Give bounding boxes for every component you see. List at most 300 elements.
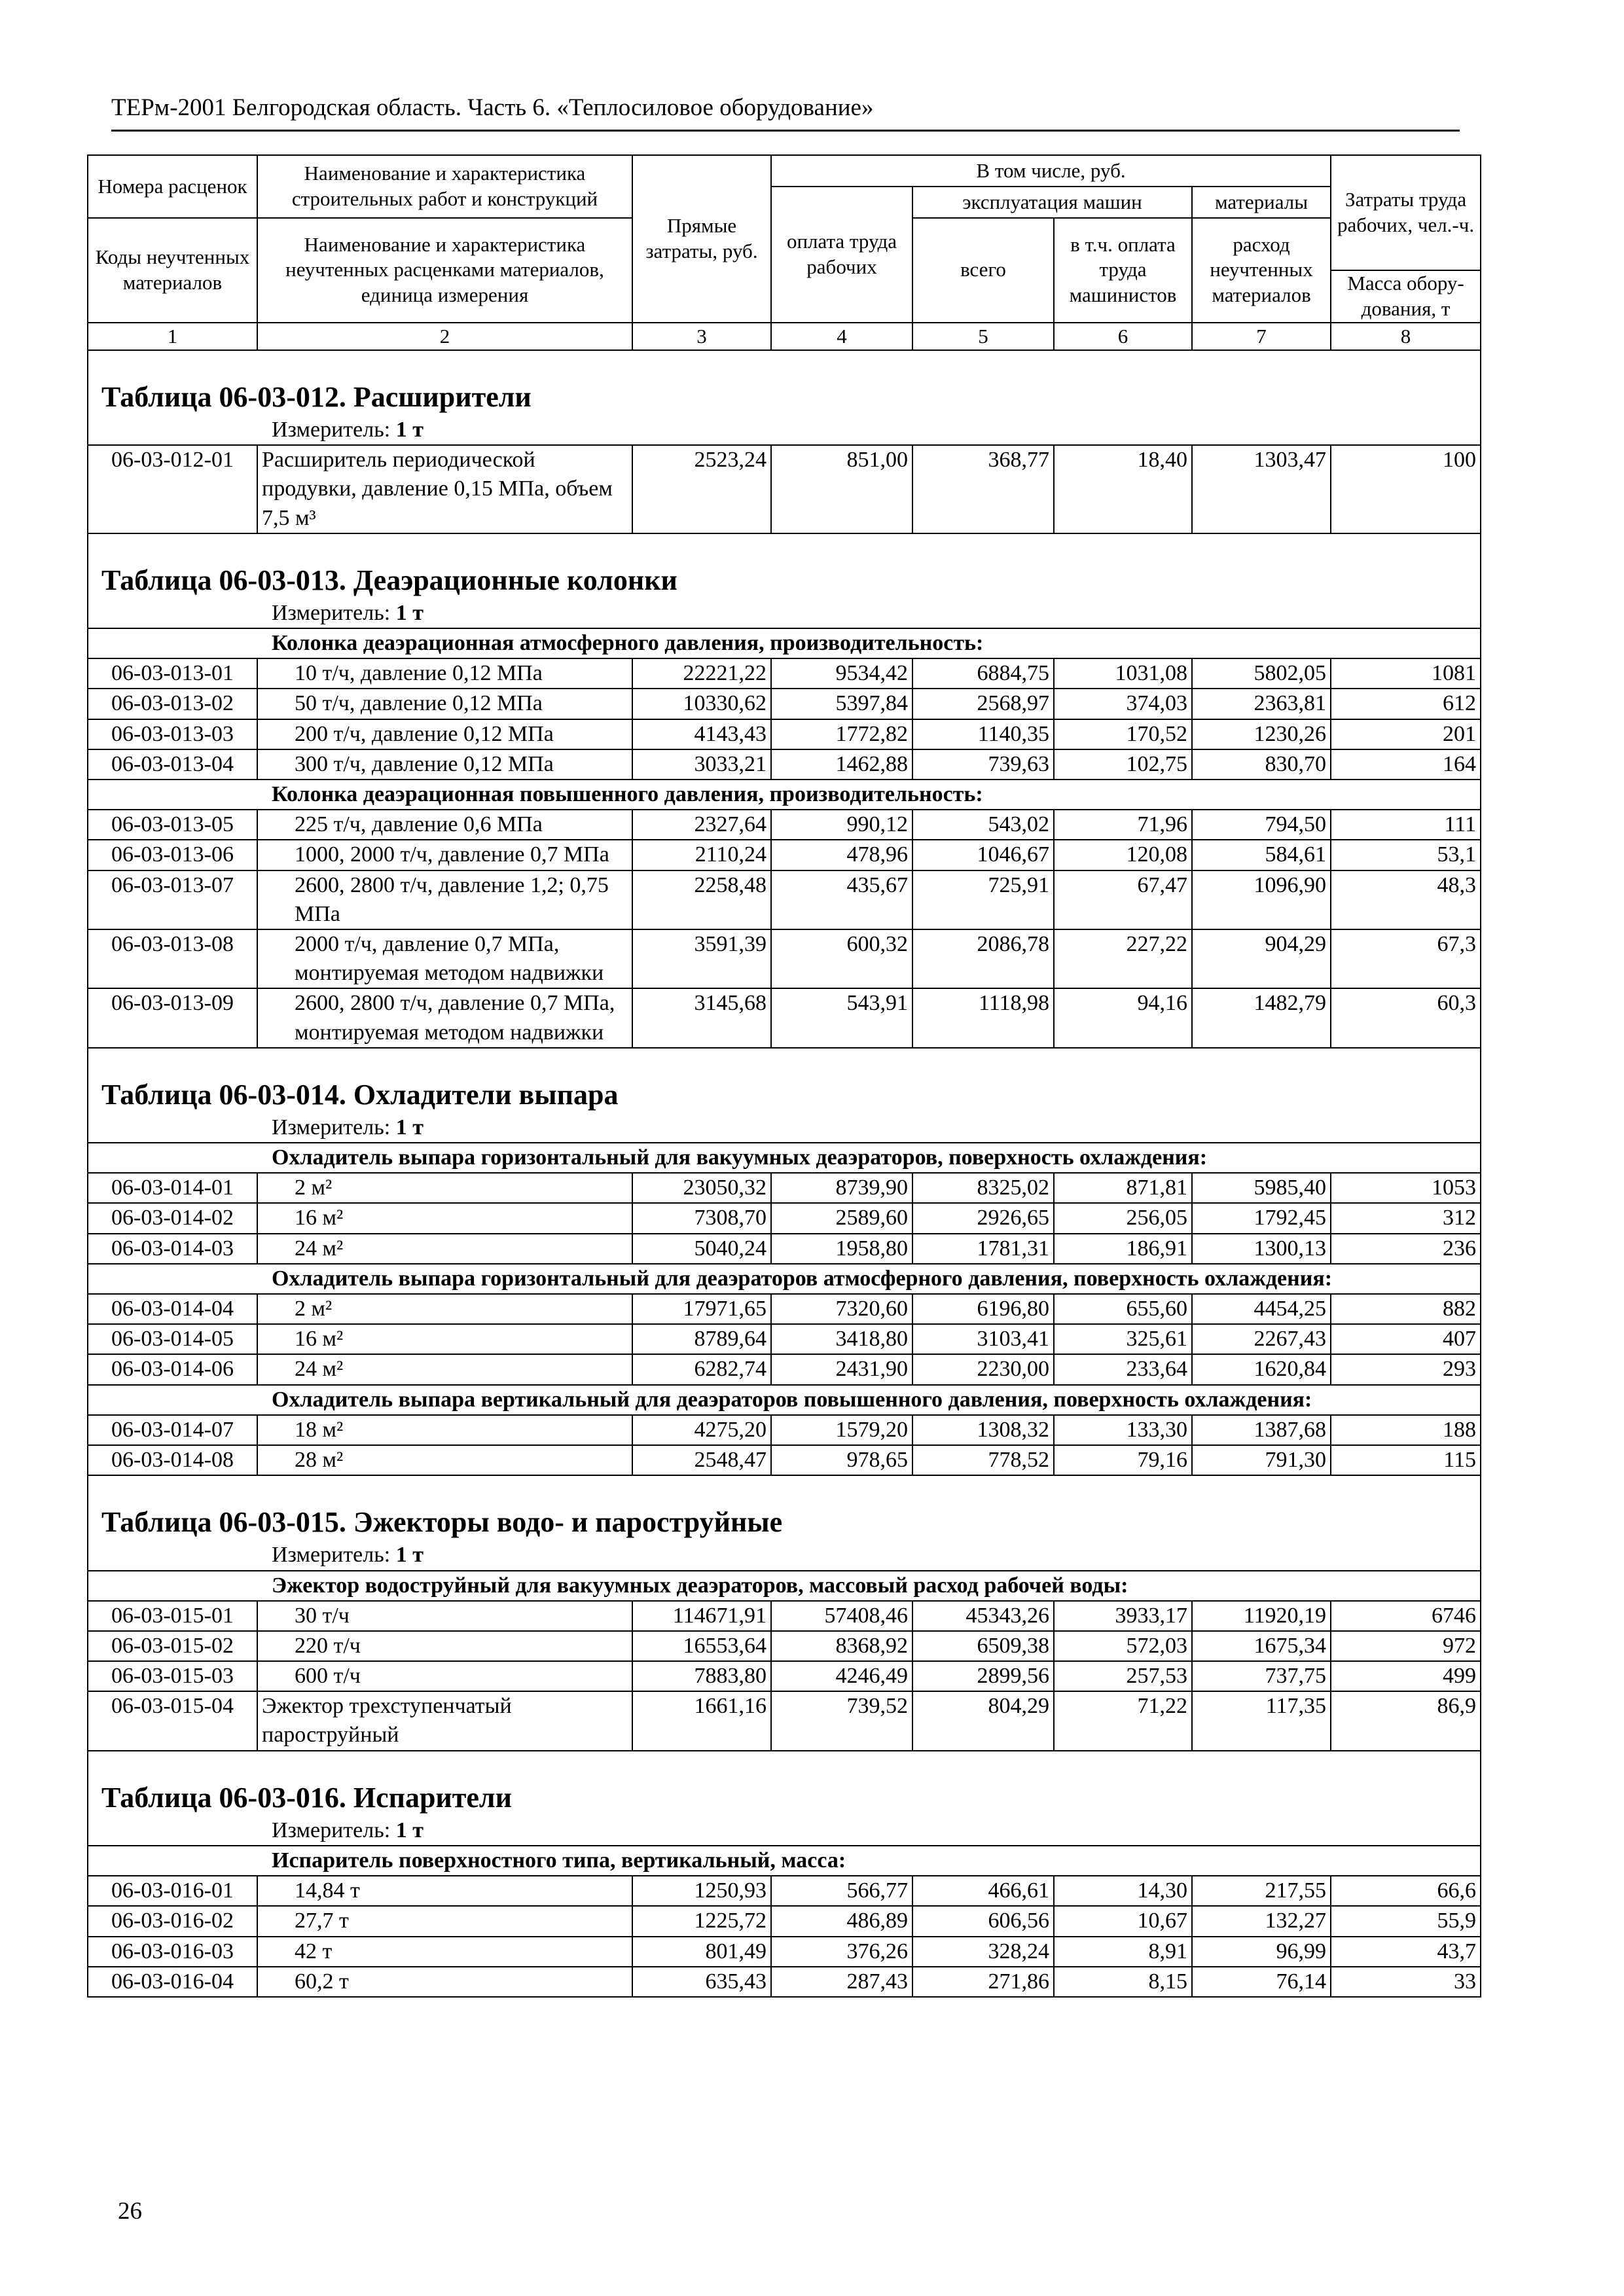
value-c3: 4143,43 — [632, 719, 771, 749]
value-c6: 71,22 — [1054, 1691, 1192, 1750]
col1-top-header: Номера расценок — [88, 155, 257, 218]
value-c5: 2926,65 — [912, 1203, 1054, 1233]
measure-row — [88, 599, 1481, 628]
value-c5: 804,29 — [912, 1691, 1054, 1750]
table-row — [88, 689, 1481, 719]
section-title-row — [88, 1496, 1481, 1541]
col4-header: оплата труда рабочих — [771, 187, 912, 323]
value-c3: 3591,39 — [632, 929, 771, 988]
col6-header: в т.ч. оплата труда машинистов — [1054, 218, 1192, 323]
value-c4: 1462,88 — [771, 749, 912, 780]
value-c5: 45343,26 — [912, 1601, 1054, 1631]
rate-name: 27,7 т — [257, 1906, 632, 1936]
col-number: 6 — [1054, 323, 1192, 350]
value-c3: 7308,70 — [632, 1203, 771, 1233]
page-number: 26 — [118, 2198, 142, 2225]
rate-name: 50 т/ч, давление 0,12 МПа — [257, 689, 632, 719]
value-c7: 1792,45 — [1192, 1203, 1331, 1233]
value-c4: 486,89 — [771, 1906, 912, 1936]
col-number: 5 — [912, 323, 1054, 350]
measure-label: Измеритель: — [272, 417, 391, 442]
rate-name: 220 т/ч — [257, 1631, 632, 1661]
value-c8: 111 — [1331, 810, 1481, 840]
value-c3: 22221,22 — [632, 658, 771, 689]
value-c5: 2086,78 — [912, 929, 1054, 988]
value-c6: 14,30 — [1054, 1876, 1192, 1906]
measure-value: 1 т — [395, 1543, 424, 1568]
header-rule — [111, 130, 1460, 132]
value-c6: 572,03 — [1054, 1631, 1192, 1661]
value-c3: 2548,47 — [632, 1445, 771, 1475]
rate-name: 600 т/ч — [257, 1661, 632, 1691]
rate-code: 06-03-014-04 — [88, 1294, 257, 1324]
value-c8: 67,3 — [1331, 929, 1481, 988]
value-c4: 600,32 — [771, 929, 912, 988]
rate-name: 2 м² — [257, 1173, 632, 1203]
table-row — [88, 1967, 1481, 1997]
spacer-cell — [88, 1751, 1481, 1771]
table-row — [88, 929, 1481, 988]
subgroup-heading: Эжектор водоструйный для вакуумных деаэраторов, массовый расход рабочей воды: — [88, 1571, 1481, 1601]
value-c7: 904,29 — [1192, 929, 1331, 988]
subgroup-heading-row — [88, 1264, 1481, 1294]
value-c8: 1081 — [1331, 658, 1481, 689]
value-c6: 120,08 — [1054, 840, 1192, 870]
measure-cell — [88, 1541, 1481, 1570]
value-c6: 8,91 — [1054, 1937, 1192, 1967]
section-title-row — [88, 370, 1481, 416]
rate-name: 42 т — [257, 1937, 632, 1967]
value-c3: 114671,91 — [632, 1601, 771, 1631]
rate-name: 60,2 т — [257, 1967, 632, 1997]
measure-row — [88, 416, 1481, 445]
col8-bottom-header: Масса обору-дования, т — [1331, 270, 1481, 323]
value-c7: 11920,19 — [1192, 1601, 1331, 1631]
page-header: ТЕРм-2001 Белгородская область. Часть 6. «Теплосиловое оборудование» — [111, 94, 874, 121]
section-title: Таблица 06-03-015. Эжекторы водо- и пароструйные — [88, 1496, 1481, 1541]
measure-row — [88, 1541, 1481, 1570]
col2-bottom-header: Наименование и характеристика неучтенных расценками материалов, единица измерения — [257, 218, 632, 323]
subgroup-heading: Охладитель выпара вертикальный для деаэраторов повышенного давления, поверхность охлаждения: — [88, 1385, 1481, 1415]
value-c4: 376,26 — [771, 1937, 912, 1967]
value-c5: 1781,31 — [912, 1234, 1054, 1264]
rate-code: 06-03-013-01 — [88, 658, 257, 689]
value-c6: 10,67 — [1054, 1906, 1192, 1936]
rate-name: 225 т/ч, давление 0,6 МПа — [257, 810, 632, 840]
value-c8: 1053 — [1331, 1173, 1481, 1203]
value-c3: 3033,21 — [632, 749, 771, 780]
rate-code: 06-03-016-02 — [88, 1906, 257, 1936]
value-c3: 2327,64 — [632, 810, 771, 840]
value-c4: 478,96 — [771, 840, 912, 870]
value-c5: 1308,32 — [912, 1415, 1054, 1445]
rate-code: 06-03-013-03 — [88, 719, 257, 749]
rate-name: 2000 т/ч, давление 0,7 МПа, монтируемая методом надвижки — [257, 929, 632, 988]
rate-code: 06-03-013-02 — [88, 689, 257, 719]
spacer-cell — [88, 533, 1481, 554]
value-c7: 830,70 — [1192, 749, 1331, 780]
col-number: 4 — [771, 323, 912, 350]
value-c5: 6509,38 — [912, 1631, 1054, 1661]
section-title: Таблица 06-03-013. Деаэрационные колонки — [88, 554, 1481, 599]
value-c6: 1031,08 — [1054, 658, 1192, 689]
value-c7: 2363,81 — [1192, 689, 1331, 719]
measure-cell — [88, 416, 1481, 445]
value-c3: 1225,72 — [632, 1906, 771, 1936]
value-c6: 374,03 — [1054, 689, 1192, 719]
value-c3: 10330,62 — [632, 689, 771, 719]
value-c4: 1579,20 — [771, 1415, 912, 1445]
rate-code: 06-03-016-04 — [88, 1967, 257, 1997]
measure-cell — [88, 1816, 1481, 1846]
value-c7: 1675,34 — [1192, 1631, 1331, 1661]
value-c8: 312 — [1331, 1203, 1481, 1233]
rates-table — [87, 154, 1481, 1998]
table-row — [88, 1354, 1481, 1384]
value-c6: 233,64 — [1054, 1354, 1192, 1384]
table-spacer-row — [88, 350, 1481, 370]
value-c8: 612 — [1331, 689, 1481, 719]
value-c5: 1118,98 — [912, 988, 1054, 1047]
subgroup-heading-row — [88, 1143, 1481, 1173]
measure-label: Измеритель: — [272, 1115, 391, 1139]
table-row — [88, 840, 1481, 870]
subgroup-heading-row — [88, 1846, 1481, 1876]
value-c7: 4454,25 — [1192, 1294, 1331, 1324]
rate-name: 1000, 2000 т/ч, давление 0,7 МПа — [257, 840, 632, 870]
value-c8: 882 — [1331, 1294, 1481, 1324]
value-c8: 66,6 — [1331, 1876, 1481, 1906]
table-row — [88, 988, 1481, 1047]
col8-top-header: Затраты труда рабочих, чел.-ч. — [1331, 155, 1481, 270]
table-row — [88, 1203, 1481, 1233]
value-c4: 7320,60 — [771, 1294, 912, 1324]
value-c3: 4275,20 — [632, 1415, 771, 1445]
value-c7: 1620,84 — [1192, 1354, 1331, 1384]
group-header: В том числе, руб. — [771, 155, 1331, 187]
rate-code: 06-03-014-08 — [88, 1445, 257, 1475]
value-c8: 188 — [1331, 1415, 1481, 1445]
value-c7: 1096,90 — [1192, 870, 1331, 929]
value-c5: 739,63 — [912, 749, 1054, 780]
col-number: 2 — [257, 323, 632, 350]
spacer-cell — [88, 1048, 1481, 1068]
value-c5: 2568,97 — [912, 689, 1054, 719]
subgroup-heading: Охладитель выпара горизонтальный для вакуумных деаэраторов, поверхность охлаждения: — [88, 1143, 1481, 1173]
value-c3: 17971,65 — [632, 1294, 771, 1324]
value-c4: 1772,82 — [771, 719, 912, 749]
value-c4: 566,77 — [771, 1876, 912, 1906]
table-row — [88, 1445, 1481, 1475]
value-c6: 102,75 — [1054, 749, 1192, 780]
rate-name: 24 м² — [257, 1234, 632, 1264]
table-row — [88, 870, 1481, 929]
value-c5: 543,02 — [912, 810, 1054, 840]
col5-header: всего — [912, 218, 1054, 323]
table-row — [88, 1415, 1481, 1445]
measure-cell — [88, 599, 1481, 628]
rate-name: 16 м² — [257, 1203, 632, 1233]
column-numbers-row — [88, 323, 1481, 350]
value-c7: 794,50 — [1192, 810, 1331, 840]
value-c3: 7883,80 — [632, 1661, 771, 1691]
table-row — [88, 1631, 1481, 1661]
subgroup-heading: Испаритель поверхностного типа, вертикальный, масса: — [88, 1846, 1481, 1876]
value-c5: 778,52 — [912, 1445, 1054, 1475]
value-c7: 76,14 — [1192, 1967, 1331, 1997]
rate-code: 06-03-014-07 — [88, 1415, 257, 1445]
value-c3: 801,49 — [632, 1937, 771, 1967]
value-c6: 67,47 — [1054, 870, 1192, 929]
value-c8: 499 — [1331, 1661, 1481, 1691]
rate-code: 06-03-014-01 — [88, 1173, 257, 1203]
rate-code: 06-03-015-01 — [88, 1601, 257, 1631]
subgroup-heading-row — [88, 780, 1481, 810]
value-c5: 8325,02 — [912, 1173, 1054, 1203]
value-c7: 1230,26 — [1192, 719, 1331, 749]
value-c4: 57408,46 — [771, 1601, 912, 1631]
value-c4: 9534,42 — [771, 658, 912, 689]
value-c3: 1661,16 — [632, 1691, 771, 1750]
value-c7: 1387,68 — [1192, 1415, 1331, 1445]
value-c4: 4246,49 — [771, 1661, 912, 1691]
table-row — [88, 1294, 1481, 1324]
rate-name: 30 т/ч — [257, 1601, 632, 1631]
value-c7: 1303,47 — [1192, 445, 1331, 533]
rate-code: 06-03-013-04 — [88, 749, 257, 780]
section-title: Таблица 06-03-016. Испарители — [88, 1771, 1481, 1816]
measure-label: Измеритель: — [272, 1543, 391, 1568]
value-c6: 170,52 — [1054, 719, 1192, 749]
value-c6: 133,30 — [1054, 1415, 1192, 1445]
rate-code: 06-03-013-05 — [88, 810, 257, 840]
value-c6: 256,05 — [1054, 1203, 1192, 1233]
measure-row — [88, 1816, 1481, 1846]
value-c3: 6282,74 — [632, 1354, 771, 1384]
table-row — [88, 749, 1481, 780]
value-c8: 6746 — [1331, 1601, 1481, 1631]
value-c8: 53,1 — [1331, 840, 1481, 870]
measure-value: 1 т — [395, 1818, 424, 1842]
value-c8: 236 — [1331, 1234, 1481, 1264]
measure-label: Измеритель: — [272, 600, 391, 625]
rate-code: 06-03-015-04 — [88, 1691, 257, 1750]
value-c7: 117,35 — [1192, 1691, 1331, 1750]
value-c3: 635,43 — [632, 1967, 771, 1997]
subgroup-heading-row — [88, 1571, 1481, 1601]
value-c4: 1958,80 — [771, 1234, 912, 1264]
col-number: 3 — [632, 323, 771, 350]
value-c6: 3933,17 — [1054, 1601, 1192, 1631]
value-c6: 71,96 — [1054, 810, 1192, 840]
rate-code: 06-03-013-06 — [88, 840, 257, 870]
value-c7: 5802,05 — [1192, 658, 1331, 689]
value-c3: 8789,64 — [632, 1324, 771, 1354]
value-c5: 271,86 — [912, 1967, 1054, 1997]
measure-cell — [88, 1113, 1481, 1143]
value-c4: 287,43 — [771, 1967, 912, 1997]
rate-code: 06-03-013-09 — [88, 988, 257, 1047]
value-c8: 293 — [1331, 1354, 1481, 1384]
section-title-row — [88, 554, 1481, 599]
rate-name: 300 т/ч, давление 0,12 МПа — [257, 749, 632, 780]
measure-value: 1 т — [395, 600, 424, 625]
value-c3: 5040,24 — [632, 1234, 771, 1264]
measure-value: 1 т — [395, 417, 424, 442]
value-c4: 990,12 — [771, 810, 912, 840]
value-c6: 257,53 — [1054, 1661, 1192, 1691]
value-c6: 8,15 — [1054, 1967, 1192, 1997]
value-c8: 60,3 — [1331, 988, 1481, 1047]
value-c5: 606,56 — [912, 1906, 1054, 1936]
rate-name: 28 м² — [257, 1445, 632, 1475]
table-row — [88, 445, 1481, 533]
value-c7: 584,61 — [1192, 840, 1331, 870]
value-c5: 6884,75 — [912, 658, 1054, 689]
value-c7: 96,99 — [1192, 1937, 1331, 1967]
value-c7: 132,27 — [1192, 1906, 1331, 1936]
value-c8: 100 — [1331, 445, 1481, 533]
table-spacer-row — [88, 1751, 1481, 1771]
value-c8: 86,9 — [1331, 1691, 1481, 1750]
rate-code: 06-03-014-02 — [88, 1203, 257, 1233]
value-c5: 466,61 — [912, 1876, 1054, 1906]
rate-name: 2 м² — [257, 1294, 632, 1324]
value-c5: 6196,80 — [912, 1294, 1054, 1324]
col1-bottom-header: Коды неучтенных материалов — [88, 218, 257, 323]
value-c6: 94,16 — [1054, 988, 1192, 1047]
rate-name: 16 м² — [257, 1324, 632, 1354]
rate-code: 06-03-013-08 — [88, 929, 257, 988]
col-number: 8 — [1331, 323, 1481, 350]
value-c5: 368,77 — [912, 445, 1054, 533]
value-c3: 2258,48 — [632, 870, 771, 929]
value-c6: 871,81 — [1054, 1173, 1192, 1203]
section-title: Таблица 06-03-014. Охладители выпара — [88, 1068, 1481, 1113]
rate-name: 200 т/ч, давление 0,12 МПа — [257, 719, 632, 749]
value-c4: 435,67 — [771, 870, 912, 929]
value-c6: 655,60 — [1054, 1294, 1192, 1324]
rate-code: 06-03-014-05 — [88, 1324, 257, 1354]
value-c4: 2431,90 — [771, 1354, 912, 1384]
rate-name: 10 т/ч, давление 0,12 МПа — [257, 658, 632, 689]
machines-header: эксплуатация машин — [912, 187, 1192, 218]
value-c5: 2230,00 — [912, 1354, 1054, 1384]
subgroup-heading-row — [88, 1385, 1481, 1415]
value-c8: 115 — [1331, 1445, 1481, 1475]
subgroup-heading: Колонка деаэрационная атмосферного давления, производительность: — [88, 628, 1481, 658]
rate-code: 06-03-013-07 — [88, 870, 257, 929]
rate-name: 2600, 2800 т/ч, давление 0,7 МПа, монтируемая методом надвижки — [257, 988, 632, 1047]
subgroup-heading: Колонка деаэрационная повышенного давления, производительность: — [88, 780, 1481, 810]
measure-label: Измеритель: — [272, 1818, 391, 1842]
table-spacer-row — [88, 1048, 1481, 1068]
value-c7: 5985,40 — [1192, 1173, 1331, 1203]
rate-code: 06-03-015-02 — [88, 1631, 257, 1661]
value-c4: 739,52 — [771, 1691, 912, 1750]
measure-value: 1 т — [395, 1115, 424, 1139]
rate-name: 24 м² — [257, 1354, 632, 1384]
rate-code: 06-03-014-03 — [88, 1234, 257, 1264]
value-c5: 2899,56 — [912, 1661, 1054, 1691]
value-c6: 79,16 — [1054, 1445, 1192, 1475]
table-row — [88, 810, 1481, 840]
rate-name: Расширитель периодической продувки, давление 0,15 МПа, объем 7,5 м³ — [257, 445, 632, 533]
value-c4: 851,00 — [771, 445, 912, 533]
value-c7: 2267,43 — [1192, 1324, 1331, 1354]
table-row — [88, 1661, 1481, 1691]
table-row — [88, 719, 1481, 749]
section-title-row — [88, 1771, 1481, 1816]
subgroup-heading: Охладитель выпара горизонтальный для деаэраторов атмосферного давления, поверхность охлаждения: — [88, 1264, 1481, 1294]
value-c8: 55,9 — [1331, 1906, 1481, 1936]
col-number: 1 — [88, 323, 257, 350]
table-row — [88, 1234, 1481, 1264]
value-c5: 328,24 — [912, 1937, 1054, 1967]
value-c6: 325,61 — [1054, 1324, 1192, 1354]
table-row — [88, 1876, 1481, 1906]
value-c6: 18,40 — [1054, 445, 1192, 533]
rate-code: 06-03-016-01 — [88, 1876, 257, 1906]
value-c4: 5397,84 — [771, 689, 912, 719]
value-c4: 3418,80 — [771, 1324, 912, 1354]
rate-name: 2600, 2800 т/ч, давление 1,2; 0,75 МПа — [257, 870, 632, 929]
value-c6: 186,91 — [1054, 1234, 1192, 1264]
rate-code: 06-03-015-03 — [88, 1661, 257, 1691]
value-c5: 725,91 — [912, 870, 1054, 929]
value-c8: 201 — [1331, 719, 1481, 749]
value-c4: 543,91 — [771, 988, 912, 1047]
value-c4: 978,65 — [771, 1445, 912, 1475]
rate-code: 06-03-012-01 — [88, 445, 257, 533]
spacer-cell — [88, 350, 1481, 370]
table-row — [88, 1906, 1481, 1936]
table-row — [88, 1173, 1481, 1203]
value-c7: 217,55 — [1192, 1876, 1331, 1906]
value-c3: 3145,68 — [632, 988, 771, 1047]
rate-code: 06-03-016-03 — [88, 1937, 257, 1967]
value-c7: 1482,79 — [1192, 988, 1331, 1047]
value-c3: 2523,24 — [632, 445, 771, 533]
value-c7: 791,30 — [1192, 1445, 1331, 1475]
col7-header: расход неучтенных материалов — [1192, 218, 1331, 323]
section-title-row — [88, 1068, 1481, 1113]
subgroup-heading-row — [88, 628, 1481, 658]
measure-row — [88, 1113, 1481, 1143]
value-c7: 1300,13 — [1192, 1234, 1331, 1264]
rate-name: Эжектор трехступенчатый пароструйный — [257, 1691, 632, 1750]
table-row — [88, 1937, 1481, 1967]
value-c5: 1140,35 — [912, 719, 1054, 749]
value-c4: 8368,92 — [771, 1631, 912, 1661]
table-spacer-row — [88, 533, 1481, 554]
value-c3: 23050,32 — [632, 1173, 771, 1203]
value-c5: 3103,41 — [912, 1324, 1054, 1354]
value-c3: 1250,93 — [632, 1876, 771, 1906]
section-title: Таблица 06-03-012. Расширители — [88, 370, 1481, 416]
value-c7: 737,75 — [1192, 1661, 1331, 1691]
value-c8: 33 — [1331, 1967, 1481, 1997]
rate-name: 14,84 т — [257, 1876, 632, 1906]
value-c8: 43,7 — [1331, 1937, 1481, 1967]
value-c3: 2110,24 — [632, 840, 771, 870]
col2-top-header: Наименование и характеристика строительных работ и конструкций — [257, 155, 632, 218]
value-c8: 48,3 — [1331, 870, 1481, 929]
value-c5: 1046,67 — [912, 840, 1054, 870]
value-c8: 972 — [1331, 1631, 1481, 1661]
table-row — [88, 658, 1481, 689]
table-spacer-row — [88, 1475, 1481, 1496]
